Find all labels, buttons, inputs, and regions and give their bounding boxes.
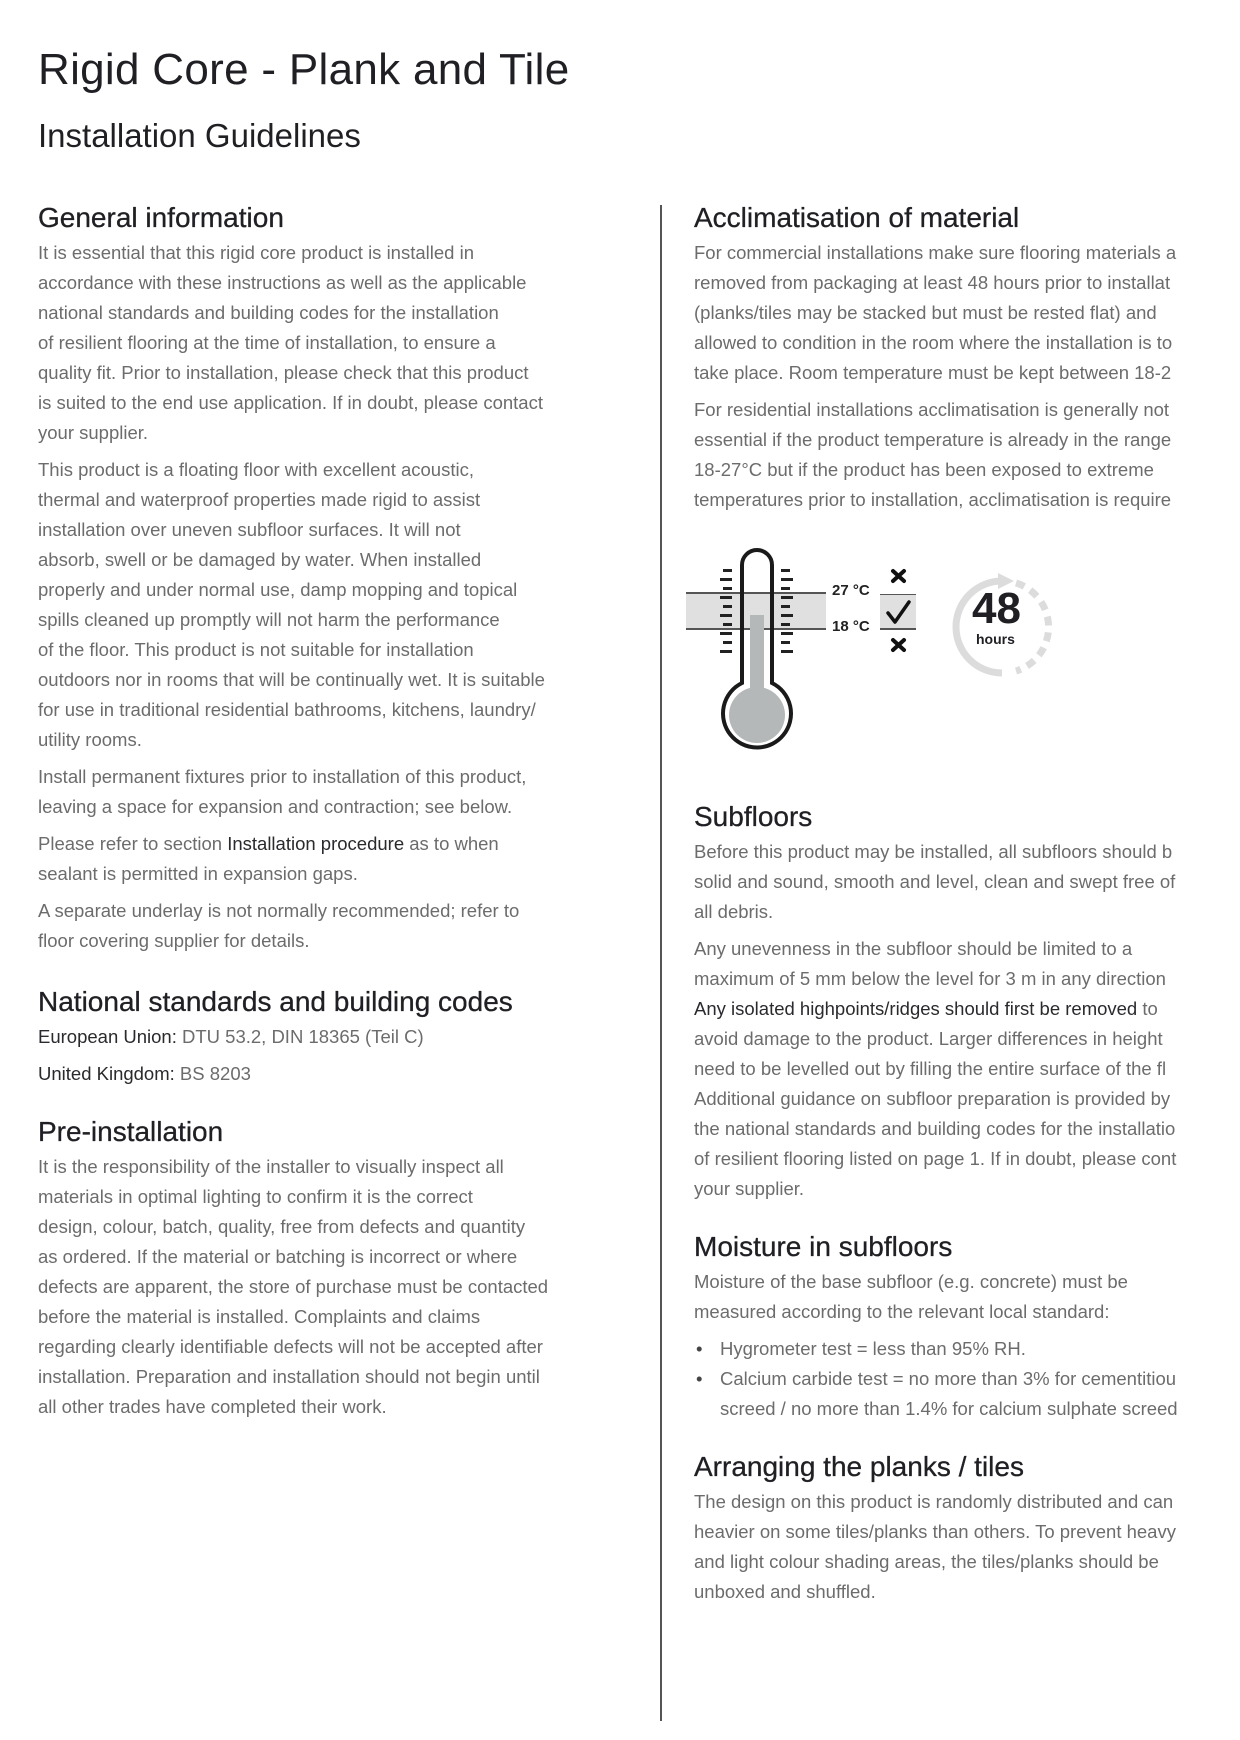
paragraph: [38, 1152, 628, 1422]
text-line: solid and sound, smooth and level, clean and swept free of: [694, 871, 1176, 892]
paragraph: [694, 395, 1240, 515]
section-heading: Moisture in subfloors: [694, 1231, 953, 1262]
paragraph: [694, 1487, 1240, 1607]
text-line: defects are apparent, the store of purchase must be contacted: [38, 1276, 549, 1297]
text-line: of resilient flooring listed on page 1. If in doubt, please cont: [694, 1148, 1177, 1169]
text-line: outdoors nor in rooms that will be continually wet. It is suitable: [38, 669, 545, 690]
text-line: measured according to the relevant local standard:: [694, 1301, 1110, 1322]
text-line: quality fit. Prior to installation, please check that this product: [38, 362, 529, 383]
text-line: as ordered. If the material or batching is incorrect or where: [38, 1246, 518, 1267]
text-line: accordance with these instructions as well as the applicable: [38, 272, 527, 293]
text-line: heavier on some tiles/planks than others. To prevent heavy: [694, 1521, 1176, 1542]
text-line: installation over uneven subfloor surfaces. It will not: [38, 519, 461, 540]
text-line: avoid damage to the product. Larger differences in height: [694, 1028, 1163, 1049]
section-heading: Subfloors: [694, 801, 813, 832]
page-subtitle: Installation Guidelines: [38, 117, 361, 154]
column-divider: [660, 205, 662, 1721]
right-column: [694, 198, 1240, 1630]
text-line: Calcium carbide test = no more than 3% for cementitiou: [720, 1368, 1177, 1389]
temp-high-label: 27 °C: [832, 582, 870, 599]
text-line: Before this product may be installed, all subfloors should b: [694, 841, 1173, 862]
text: maximum of 5 mm below the level for 3 m in any direction: [694, 968, 1166, 989]
text-line: absorb, swell or be damaged by water. When installed: [38, 549, 482, 570]
text-line: regarding clearly identifiable defects will not be accepted after: [38, 1336, 543, 1357]
text-line: unboxed and shuffled.: [694, 1581, 876, 1602]
cross-icon: [893, 571, 904, 581]
standard-value: BS 8203: [174, 1063, 251, 1084]
bullet-icon: •: [696, 1368, 703, 1389]
text-line: of resilient flooring at the time of installation, to ensure a: [38, 332, 496, 353]
standard-value: DTU 53.2, DIN 18365 (Teil C): [176, 1026, 424, 1047]
text-line: Hygrometer test = less than 95% RH.: [720, 1338, 1026, 1359]
text-line: need to be levelled out by filling the entire surface of the fl: [694, 1058, 1167, 1079]
text-line: temperatures prior to installation, acclimatisation is require: [694, 489, 1172, 510]
temp-low-label: 18 °C: [832, 618, 870, 635]
paragraph: [694, 1267, 1240, 1327]
text-line: your supplier.: [38, 422, 149, 443]
list-item: [694, 1334, 1240, 1364]
section-heading: Pre-installation: [38, 1116, 224, 1147]
section-heading: National standards and building codes: [38, 986, 513, 1017]
text-line: and light colour shading areas, the tiles/planks should be: [694, 1551, 1159, 1572]
text-line: Additional guidance on subfloor preparation is provided by: [694, 1088, 1171, 1109]
acclimatisation-figure: [680, 535, 1100, 775]
standard-uk: [38, 1059, 628, 1089]
section-heading: General information: [38, 202, 284, 233]
text-line: the national standards and building codes for the installatio: [694, 1118, 1176, 1139]
text-line: properly and under normal use, damp mopping and topical: [38, 579, 518, 600]
text-line: removed from packaging at least 48 hours prior to installat: [694, 272, 1171, 293]
text-line: is suited to the end use application. If in doubt, please contact: [38, 392, 543, 413]
standard-label: United Kingdom:: [38, 1063, 175, 1084]
text: to: [1137, 998, 1158, 1019]
section-general-information: [38, 198, 628, 956]
left-column: [38, 198, 628, 1445]
section-subfloors: [694, 797, 1240, 1204]
bullet-icon: •: [696, 1338, 703, 1359]
text-line: allowed to condition in the room where the installation is to: [694, 332, 1173, 353]
text-line: utility rooms.: [38, 729, 142, 750]
standard-eu: [38, 1022, 628, 1052]
paragraph: [38, 829, 628, 889]
section-acclimatisation: [694, 198, 1240, 775]
text-lines: [694, 1028, 1176, 1199]
text-line: Install permanent fixtures prior to installation of this product,: [38, 766, 527, 787]
paragraph: [694, 934, 1240, 1204]
section-heading: Arranging the planks / tiles: [694, 1451, 1024, 1482]
text-line: materials in optimal lighting to confirm it is the correct: [38, 1186, 473, 1207]
section-pre-installation: [38, 1112, 628, 1422]
text-line: take place. Room temperature must be kept between 18-2: [694, 362, 1172, 383]
text-line: all other trades have completed their work.: [38, 1396, 387, 1417]
text-line: national standards and building codes for the installation: [38, 302, 499, 323]
section-arranging: [694, 1447, 1240, 1607]
text-line: For residential installations acclimatisation is generally not: [694, 399, 1170, 420]
paragraph: [694, 238, 1240, 388]
text-line: For commercial installations make sure flooring materials a: [694, 242, 1177, 263]
text: as to when: [404, 833, 499, 854]
list-item: [694, 1364, 1240, 1424]
page-title: Rigid Core - Plank and Tile: [38, 45, 570, 94]
text-line: before the material is installed. Complaints and claims: [38, 1306, 481, 1327]
section-moisture: [694, 1227, 1240, 1424]
text-line: your supplier.: [694, 1178, 805, 1199]
text-lines: [720, 1368, 1178, 1419]
text-line: The design on this product is randomly distributed and can: [694, 1491, 1174, 1512]
hours-label: hours: [976, 631, 1015, 647]
text-line: A separate underlay is not normally recommended; refer to: [38, 900, 520, 921]
text-line: It is essential that this rigid core product is installed in: [38, 242, 474, 263]
text-line: (planks/tiles may be stacked but must be rested flat) and: [694, 302, 1157, 323]
text-line: 18-27°C but if the product has been exposed to extreme: [694, 459, 1154, 480]
text-line: essential if the product temperature is already in the range: [694, 429, 1172, 450]
paragraph: [38, 762, 628, 822]
text: Please refer to section: [38, 833, 228, 854]
text-line: thermal and waterproof properties made rigid to assist: [38, 489, 481, 510]
text-line: screed / no more than 1.4% for calcium sulphate screed: [720, 1398, 1178, 1419]
section-heading: Acclimatisation of material: [694, 202, 1020, 233]
text-line: It is the responsibility of the installer to visually inspect all: [38, 1156, 504, 1177]
text: Any unevenness in the subfloor should be limited to a: [694, 938, 1133, 959]
text-line: spills cleaned up promptly will not harm the performance: [38, 609, 500, 630]
text-line: of the floor. This product is not suitable for installation: [38, 639, 474, 660]
text-line: for use in traditional residential bathrooms, kitchens, laundry/: [38, 699, 536, 720]
moisture-list: [694, 1334, 1240, 1424]
text-line: leaving a space for expansion and contraction; see below.: [38, 796, 513, 817]
cross-icon: [893, 640, 904, 650]
paragraph: [694, 837, 1240, 927]
text-line: design, colour, batch, quality, free from defects and quantity: [38, 1216, 526, 1237]
standard-label: European Union:: [38, 1026, 177, 1047]
paragraph: [38, 455, 628, 755]
text-line: This product is a floating floor with excellent acoustic,: [38, 459, 474, 480]
section-national-standards: [38, 982, 628, 1089]
paragraph: [38, 238, 628, 448]
hours-number: 48: [972, 584, 1021, 633]
text-line: Moisture of the base subfloor (e.g. concrete) must be: [694, 1271, 1128, 1292]
section-reference-bold: Installation procedure: [227, 833, 405, 854]
text: sealant is permitted in expansion gaps.: [38, 863, 358, 884]
text-lines: [720, 1338, 1026, 1359]
text-line: all debris.: [694, 901, 774, 922]
text-line: floor covering supplier for details.: [38, 930, 310, 951]
highpoints-bold: Any isolated highpoints/ridges should first be removed: [694, 998, 1138, 1019]
thermometer-icon: [680, 535, 1100, 775]
text-line: installation. Preparation and installation should not begin until: [38, 1366, 540, 1387]
paragraph: [38, 896, 628, 956]
